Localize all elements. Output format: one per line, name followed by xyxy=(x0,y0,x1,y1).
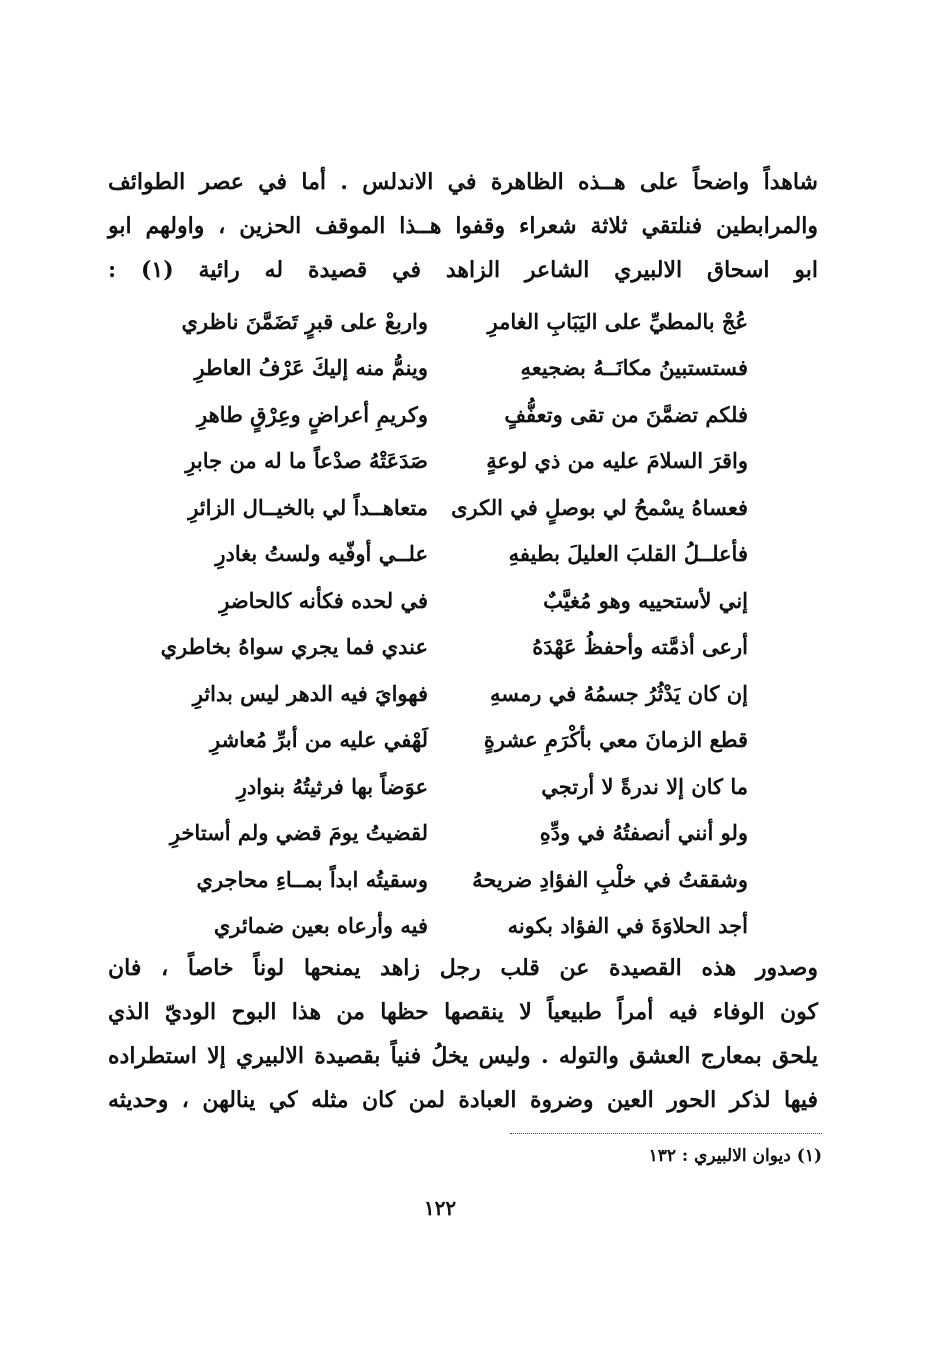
outro-line-4: فيها لذكر الحور العين وضروة العبادة لمن كان مثله كي ينالهن ، وحديثه xyxy=(108,1087,818,1113)
poem-verse xyxy=(128,577,748,624)
verse-first-hemistich: فلكم تضمَّنَ من تقى وتعفُّفٍ xyxy=(504,401,748,427)
verse-second-hemistich: فهوايَ فيه الدهر ليس بداثرِ xyxy=(192,680,428,706)
poem-verse xyxy=(128,856,748,903)
poem-verse xyxy=(128,345,748,392)
outro-paragraph xyxy=(108,946,818,1122)
verse-second-hemistich: وكريمِ أعراضٍ وعِرْقٍ طاهرِ xyxy=(197,401,428,427)
verse-second-hemistich: في لحده فكأنه كالحاضرِ xyxy=(219,587,428,613)
verse-second-hemistich: وينمُّ منه إليكَ عَرْفُ العاطرِ xyxy=(194,355,428,381)
poem-verse xyxy=(128,438,748,485)
poem-verse xyxy=(128,391,748,438)
verse-first-hemistich: قطع الزمانَ معي بأكْرَمِ عشرةٍ xyxy=(483,727,748,753)
verse-first-hemistich: فستستبينُ مكانَــهُ بضجيعهِ xyxy=(520,355,748,381)
verse-first-hemistich: عُجْ بالمطيِّ على اليَبَابِ الغامرِ xyxy=(487,308,748,334)
poem xyxy=(128,298,748,949)
verse-first-hemistich: إني لأستحييه وهو مُغيَّبٌ xyxy=(543,587,748,613)
verse-second-hemistich: عوَضاً بها فرثيتُهُ بنوادرِ xyxy=(236,773,428,799)
verse-first-hemistich: إن كان يَدْثُرُ جسمُهُ في رمسهِ xyxy=(490,680,748,706)
verse-first-hemistich: فأعلــلُ القلبَ العليلَ بطيفهِ xyxy=(508,541,748,567)
verse-second-hemistich: عندي فما يجري سواهُ بخاطري xyxy=(160,634,428,660)
verse-second-hemistich: لَهْفي عليه من أبرِّ مُعاشرِ xyxy=(210,727,428,753)
poem-verse xyxy=(128,298,748,345)
verse-first-hemistich: واقرَ السلامَ عليه من ذي لوعةٍ xyxy=(486,448,748,474)
verse-first-hemistich: ما كان إلا ندرةً لا أرتجي xyxy=(541,773,748,799)
verse-first-hemistich: أرعى أذمَّته وأحفظُ عَهْدَهُ xyxy=(532,634,748,660)
poem-verse xyxy=(128,810,748,857)
verse-second-hemistich: واربعْ على قبرٍ تَضَمَّنَ ناظري xyxy=(181,308,428,334)
outro-line-1: وصدور هذه القصيدة عن قلب رجل زاهد يمنحها لوناً خاصاً ، فان xyxy=(108,955,818,981)
verse-second-hemistich: علــي أوفّيه ولستُ بغادرِ xyxy=(215,541,428,567)
verse-second-hemistich: صَدَعَتْهُ صدْعاً ما له من جابرِ xyxy=(185,448,428,474)
intro-line-3: ابو اسحاق الالبيري الشاعر الزاهد في قصيدة له رائية (١) : xyxy=(108,257,818,283)
outro-line-3: يلحق بمعارج العشق والتوله . وليس يخلُ فنياً بقصيدة الالبيري إلا استطراده xyxy=(108,1043,818,1069)
outro-line-2: كون الوفاء فيه أمراً طبيعياً لا ينقصها حظها من هذا البوح الوديّ الذي xyxy=(108,999,818,1025)
poem-verse xyxy=(128,670,748,717)
verse-second-hemistich: متعاهــداً لي بالخيــال الزائرِ xyxy=(188,494,428,520)
intro-line-2: والمرابطين فنلتقي ثلاثة شعراء وقفوا هــذا الموقف الحزين ، واولهم ابو xyxy=(108,213,818,239)
poem-verse xyxy=(128,763,748,810)
intro-line-1: شاهداً واضحاً على هــذه الظاهرة في الاندلس . أما في عصر الطوائف xyxy=(108,169,818,195)
poem-verse xyxy=(128,484,748,531)
page-number: ١٢٢ xyxy=(423,1196,457,1220)
verse-first-hemistich: ولو أنني أنصفتُهُ في ودِّهِ xyxy=(539,820,748,846)
footnote: (١) ديوان الالبيري : ١٣٢ xyxy=(648,1146,822,1166)
footnote-divider xyxy=(510,1133,822,1134)
poem-verse xyxy=(128,717,748,764)
verse-first-hemistich: وشققتُ في خلْبِ الفؤادِ ضريحهُ xyxy=(472,866,748,892)
poem-verse xyxy=(128,903,748,950)
poem-verse xyxy=(128,531,748,578)
verse-first-hemistich: فعساهُ يسْمحُ لي بوصلٍ في الكرى xyxy=(451,494,748,520)
intro-paragraph xyxy=(108,160,818,292)
verse-second-hemistich: فيه وأرعاه بعين ضمائري xyxy=(213,913,428,939)
poem-verse xyxy=(128,624,748,671)
verse-first-hemistich: أجد الحلاوَةَ في الفؤاد بكونه xyxy=(507,913,748,939)
verse-second-hemistich: وسقيتُه ابداً بمــاءِ محاجري xyxy=(196,866,428,892)
verse-second-hemistich: لقضيتُ يومَ قضي ولم أستاخرِ xyxy=(169,820,428,846)
